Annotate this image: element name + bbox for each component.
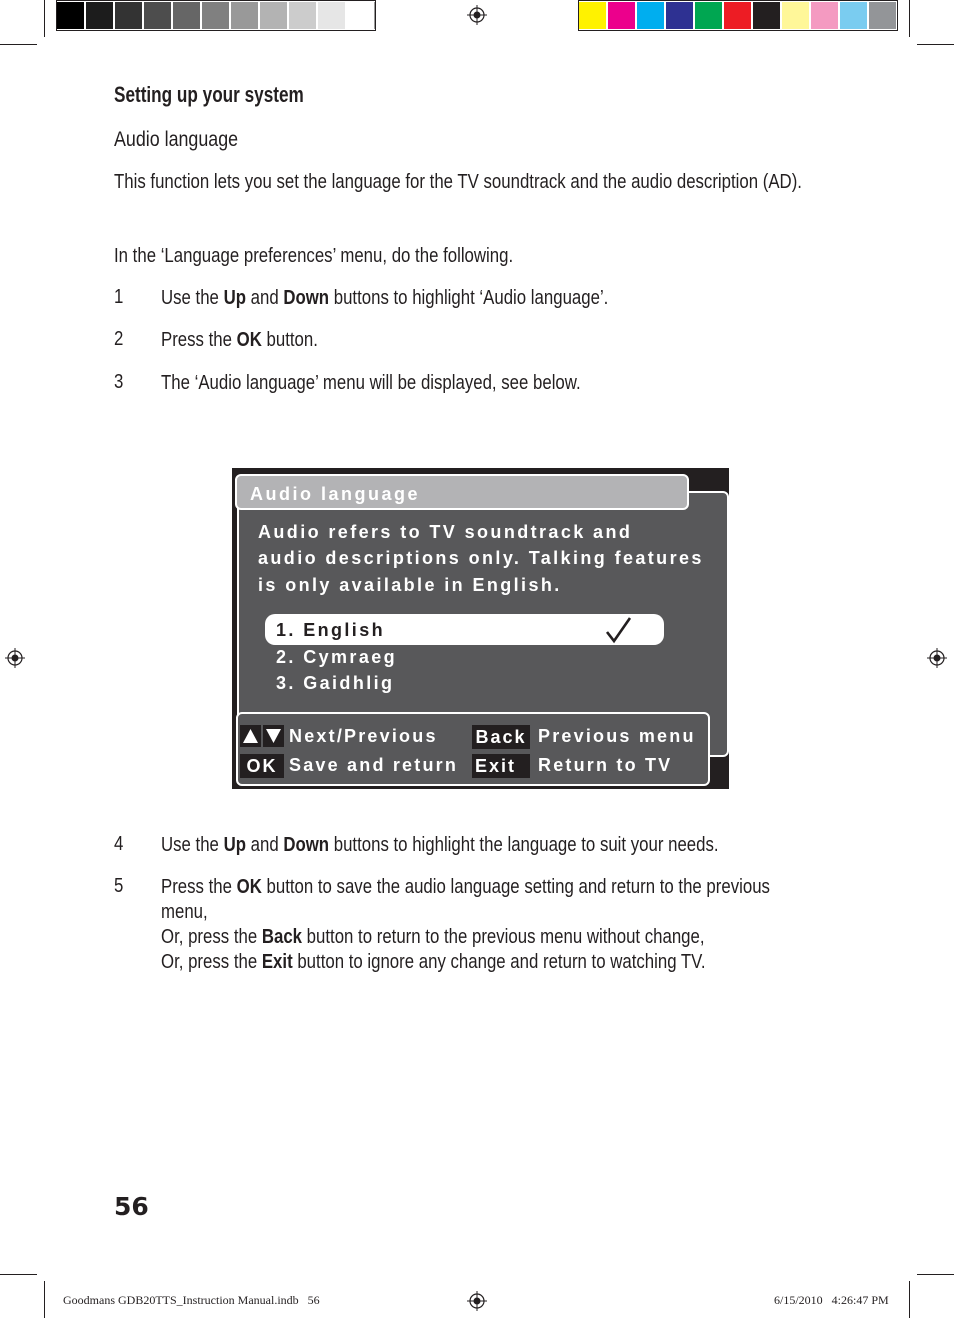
step-number: 4 — [114, 833, 124, 855]
text-run: buttons to highlight the language to suit your needs. — [329, 834, 719, 856]
color-swatch — [289, 2, 316, 29]
button-name: OK — [236, 329, 262, 351]
menu-description-line: audio descriptions only. Talking features — [258, 548, 704, 568]
button-name: Exit — [261, 951, 293, 973]
up-arrow-key-icon — [240, 725, 261, 747]
text-run: Or, press the — [161, 926, 262, 948]
crop-mark — [917, 1274, 954, 1275]
page-number: 56 — [114, 1192, 149, 1221]
color-swatch — [840, 2, 867, 29]
color-swatch — [260, 2, 287, 29]
language-option[interactable]: 2. Cymraeg — [276, 647, 398, 667]
back-key: Back — [472, 725, 530, 749]
footer-next-previous: Next/Previous — [289, 726, 438, 746]
color-swatch — [637, 2, 664, 29]
up-arrow-icon — [240, 725, 261, 747]
registration-mark-icon — [467, 5, 487, 25]
process-color-bar — [578, 0, 898, 31]
checkmark-icon — [604, 616, 634, 644]
text-run: button to save the audio language setting and return to the previous — [261, 876, 770, 898]
step-number: 2 — [114, 328, 124, 350]
text-run: button. — [261, 329, 318, 351]
print-slug-right: 6/15/2010 4:26:47 PM — [774, 1293, 889, 1307]
footer-return-tv: Return to TV — [538, 755, 673, 775]
button-name: Down — [283, 834, 330, 856]
color-swatch — [202, 2, 229, 29]
text-run: Press the — [161, 329, 237, 351]
step-number: 5 — [114, 875, 124, 897]
down-arrow-icon — [263, 725, 284, 747]
text-run: and — [245, 834, 284, 856]
color-swatch — [231, 2, 258, 29]
color-swatch — [115, 2, 142, 29]
crop-mark — [909, 0, 910, 37]
crop-mark — [0, 1274, 37, 1275]
ok-key: OK — [240, 754, 284, 778]
subsection-heading: Audio language — [114, 128, 239, 151]
footer-save-return: Save and return — [289, 755, 459, 775]
color-swatch — [811, 2, 838, 29]
print-slug-left: Goodmans GDB20TTS_Instruction Manual.indb 56 — [63, 1293, 320, 1307]
step-text — [161, 875, 770, 900]
text-run: buttons to highlight ‘Audio language’. — [329, 287, 609, 309]
button-name: Up — [223, 834, 246, 856]
button-name: Down — [283, 287, 330, 309]
down-arrow-key-icon — [263, 725, 284, 747]
registration-mark-icon — [5, 648, 25, 668]
crop-mark — [44, 1281, 45, 1318]
text-run: Or, press the — [161, 951, 262, 973]
exit-key: Exit — [472, 754, 530, 778]
color-swatch — [753, 2, 780, 29]
language-option[interactable]: 3. Gaidhlig — [276, 673, 395, 693]
step-text — [161, 328, 318, 353]
registration-mark-icon — [927, 648, 947, 668]
step-text — [161, 833, 719, 858]
color-swatch — [869, 2, 896, 29]
color-swatch — [144, 2, 171, 29]
text-run: menu, — [161, 901, 208, 923]
crop-mark — [44, 0, 45, 37]
color-swatch — [782, 2, 809, 29]
color-swatch — [579, 2, 606, 29]
step-text — [161, 286, 608, 311]
color-swatch — [57, 2, 84, 29]
step-text — [161, 371, 581, 396]
step-text — [161, 900, 208, 925]
step-number: 1 — [114, 286, 124, 308]
section-heading: Setting up your system — [114, 82, 304, 107]
crop-mark — [909, 1281, 910, 1318]
crop-mark — [0, 44, 37, 45]
text-run: button to ignore any change and return to watching TV. — [292, 951, 706, 973]
button-name: Back — [261, 926, 303, 948]
step-text — [161, 925, 705, 950]
color-swatch — [86, 2, 113, 29]
menu-description-line: is only available in English. — [258, 575, 562, 595]
menu-title: Audio language — [235, 474, 689, 510]
menu-footer — [236, 712, 710, 786]
intro-paragraph: This function lets you set the language for the TV soundtrack and the audio description (AD). — [114, 171, 802, 193]
button-name: Up — [223, 287, 246, 309]
color-swatch — [666, 2, 693, 29]
step-text — [161, 950, 706, 975]
language-option[interactable]: 1. English — [276, 620, 386, 640]
footer-previous-menu: Previous menu — [538, 726, 696, 746]
text-run: The ‘Audio language’ menu will be displayed, see below. — [161, 372, 581, 394]
text-run: and — [245, 287, 284, 309]
text-run: Use the — [161, 287, 224, 309]
text-run: button to return to the previous menu without change, — [302, 926, 705, 948]
tv-menu-screenshot — [232, 468, 729, 789]
text-run: Press the — [161, 876, 237, 898]
color-swatch — [724, 2, 751, 29]
color-swatch — [695, 2, 722, 29]
color-swatch — [347, 2, 375, 29]
color-swatch — [608, 2, 635, 29]
step-number: 3 — [114, 371, 124, 393]
crop-mark — [917, 44, 954, 45]
color-swatch — [173, 2, 200, 29]
menu-description-line: Audio refers to TV soundtrack and — [258, 522, 633, 542]
text-run: Use the — [161, 834, 224, 856]
instruction-paragraph: In the ‘Language preferences’ menu, do the following. — [114, 245, 514, 267]
color-swatch — [318, 2, 345, 29]
gray-color-bar — [56, 0, 376, 31]
button-name: OK — [236, 876, 262, 898]
registration-mark-icon — [467, 1291, 487, 1311]
